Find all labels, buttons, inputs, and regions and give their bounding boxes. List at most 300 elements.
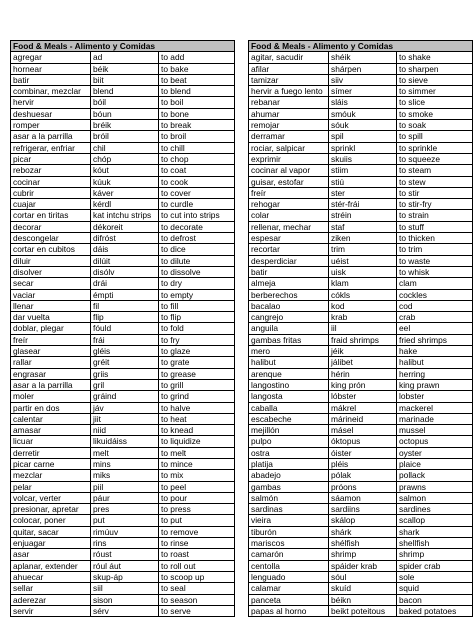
pronunciation-cell: uéist [329,255,397,266]
table-row [11,357,235,368]
english-cell: to heat [159,413,235,424]
pronunciation-cell: jáv [91,402,159,413]
pronunciation-cell: put [91,515,159,526]
spanish-cell: secar [11,278,91,289]
pronunciation-cell: frái [91,334,159,345]
pronunciation-cell: ster [329,187,397,198]
spanish-cell: servir [11,605,91,616]
table-row [11,481,235,492]
spanish-cell: cocinar al vapor [249,165,329,176]
spanish-cell: rallar [11,357,91,368]
spanish-cell: freír [249,187,329,198]
spanish-cell: derretir [11,447,91,458]
pronunciation-cell: disólv [91,266,159,277]
pronunciation-cell: gráind [91,391,159,402]
table-row [249,481,473,492]
english-cell: shellfish [397,538,473,549]
table-row [249,300,473,311]
english-cell: to shake [397,52,473,63]
spanish-cell: afilar [249,63,329,74]
table-row [11,605,235,616]
pronunciation-cell: shárpen [329,63,397,74]
table-row [11,391,235,402]
table-row [249,334,473,345]
english-cell: to stir [397,187,473,198]
table-row [11,560,235,571]
spanish-cell: halibut [249,357,329,368]
table-row [11,323,235,334]
spanish-cell: calamar [249,583,329,594]
english-cell: to empty [159,289,235,300]
pronunciation-cell: émpti [91,289,159,300]
pronunciation-cell: skuiis [329,153,397,164]
table-row [249,560,473,571]
pronunciation-cell: fóuld [91,323,159,334]
spanish-cell: langostino [249,379,329,390]
table-row [249,538,473,549]
english-cell: baked potatoes [397,605,473,616]
pronunciation-cell: kóut [91,165,159,176]
english-cell: to grill [159,379,235,390]
english-cell: to smoke [397,108,473,119]
english-cell: to boil [159,97,235,108]
english-cell: to press [159,504,235,515]
pronunciation-cell: kúuk [91,176,159,187]
english-cell: to liquidize [159,436,235,447]
english-cell: to squeeze [397,153,473,164]
pronunciation-cell: óktopus [329,436,397,447]
pronunciation-cell: dilúit [91,255,159,266]
pronunciation-cell: sison [91,594,159,605]
pronunciation-cell: sáamon [329,492,397,503]
pronunciation-cell: biit [91,74,159,85]
english-cell: shrimp [397,549,473,560]
table-row [249,244,473,255]
english-cell: to mince [159,458,235,469]
spanish-cell: diluir [11,255,91,266]
table-row [249,52,473,63]
table-row [249,312,473,323]
pronunciation-cell: próons [329,481,397,492]
english-cell: to grind [159,391,235,402]
spanish-cell: papas al horno [249,605,329,616]
table-row [249,368,473,379]
table-row [11,526,235,537]
english-cell: to decorate [159,221,235,232]
table-row [249,391,473,402]
spanish-cell: desperdiciar [249,255,329,266]
table-row [11,368,235,379]
table-row [249,199,473,210]
spanish-cell: abadejo [249,470,329,481]
table-row [11,233,235,244]
spanish-cell: tiburón [249,526,329,537]
english-cell: to glaze [159,346,235,357]
vocab-table-right [248,40,473,617]
pronunciation-cell: sardiins [329,504,397,515]
english-cell: halibut [397,357,473,368]
table-row [249,515,473,526]
table-row [11,300,235,311]
pronunciation-cell: bóil [91,97,159,108]
english-cell: to serve [159,605,235,616]
spanish-cell: vaciar [11,289,91,300]
pronunciation-cell: beikt poteitous [329,605,397,616]
pronunciation-cell: sérv [91,605,159,616]
table-header-title: Food & Meals - Alimento y Comidas [11,41,235,52]
pronunciation-cell: melt [91,447,159,458]
english-cell: to waste [397,255,473,266]
table-row [11,425,235,436]
spanish-cell: panceta [249,594,329,605]
spanish-cell: escabeche [249,413,329,424]
english-cell: pollack [397,470,473,481]
spanish-cell: gambas [249,481,329,492]
pronunciation-cell: pres [91,504,159,515]
pronunciation-cell: róust [91,549,159,560]
table-row [11,74,235,85]
spanish-cell: cocinar [11,176,91,187]
table-row [11,244,235,255]
english-cell: cockles [397,289,473,300]
table-row [249,504,473,515]
pronunciation-cell: piil [91,481,159,492]
spanish-cell: decorar [11,221,91,232]
spanish-cell: derramar [249,131,329,142]
english-cell: to steam [397,165,473,176]
spanish-cell: berberechos [249,289,329,300]
pronunciation-cell: jálibet [329,357,397,368]
pronunciation-cell: miks [91,470,159,481]
english-cell: octopus [397,436,473,447]
pronunciation-cell: cókls [329,289,397,300]
spanish-cell: ahumar [249,108,329,119]
pronunciation-cell: stréin [329,210,397,221]
table-row [249,492,473,503]
spanish-cell: agitar, sacudir [249,52,329,63]
table-row [249,447,473,458]
spanish-cell: cangrejo [249,312,329,323]
table-row [249,108,473,119]
pronunciation-cell: mins [91,458,159,469]
table-row [11,538,235,549]
spanish-cell: colocar, poner [11,515,91,526]
table-row [249,266,473,277]
spanish-cell: aderezar [11,594,91,605]
english-cell: to bone [159,108,235,119]
spanish-cell: rebozar [11,165,91,176]
english-cell: to grease [159,368,235,379]
table-row [249,142,473,153]
spanish-cell: picar [11,153,91,164]
table-row [249,165,473,176]
pronunciation-cell: klam [329,278,397,289]
table-row [249,63,473,74]
english-cell: crab [397,312,473,323]
pronunciation-cell: dékoreit [91,221,159,232]
english-cell: to flip [159,312,235,323]
table-row [11,210,235,221]
table-row [11,379,235,390]
english-cell: to fry [159,334,235,345]
english-cell: to peel [159,481,235,492]
table-row [249,210,473,221]
table-row [11,266,235,277]
english-cell: mussel [397,425,473,436]
english-cell: to defrost [159,233,235,244]
pronunciation-cell: spáider krab [329,560,397,571]
table-row [11,176,235,187]
spanish-cell: exprimir [249,153,329,164]
english-cell: plaice [397,458,473,469]
pronunciation-cell: blend [91,86,159,97]
english-cell: to scoop up [159,571,235,582]
spanish-cell: freír [11,334,91,345]
english-cell: to melt [159,447,235,458]
spanish-cell: colar [249,210,329,221]
spanish-cell: vieira [249,515,329,526]
spanish-cell: batir [11,74,91,85]
table-row [11,97,235,108]
table-header-title: Food & Meals - Alimento y Comidas [249,41,473,52]
english-cell: to blend [159,86,235,97]
pronunciation-cell: béikn [329,594,397,605]
table-row [249,549,473,560]
english-cell: to add [159,52,235,63]
spanish-cell: mero [249,346,329,357]
table-row [249,379,473,390]
english-cell: to cover [159,187,235,198]
spanish-cell: almeja [249,278,329,289]
english-cell: hake [397,346,473,357]
english-cell: to spill [397,131,473,142]
english-cell: to fill [159,300,235,311]
english-cell: to whisk [397,266,473,277]
table-row [11,165,235,176]
table-row [249,74,473,85]
table-row [249,255,473,266]
english-cell: marinade [397,413,473,424]
table-row [249,605,473,616]
english-cell: squid [397,583,473,594]
table-row [249,221,473,232]
english-cell: to halve [159,402,235,413]
english-cell: shark [397,526,473,537]
table-row [11,402,235,413]
pronunciation-cell: símer [329,86,397,97]
pronunciation-cell: pléis [329,458,397,469]
table-row [11,131,235,142]
spanish-cell: rehogar [249,199,329,210]
pronunciation-cell: stér-frái [329,199,397,210]
spanish-cell: agregar [11,52,91,63]
english-cell: salmon [397,492,473,503]
table-row [11,492,235,503]
spanish-cell: asar a la parrilla [11,131,91,142]
spanish-cell: mezclar [11,470,91,481]
spanish-cell: salmón [249,492,329,503]
english-cell: to put [159,515,235,526]
english-cell: to seal [159,583,235,594]
pronunciation-cell: griis [91,368,159,379]
pronunciation-cell: fil [91,300,159,311]
spanish-cell: picar carne [11,458,91,469]
spanish-cell: batir [249,266,329,277]
spanish-cell: llenar [11,300,91,311]
english-cell: scallop [397,515,473,526]
pronunciation-cell: bróil [91,131,159,142]
english-cell: to coat [159,165,235,176]
pronunciation-cell: shárk [329,526,397,537]
table-row [11,278,235,289]
pronunciation-cell: niid [91,425,159,436]
table-row [249,425,473,436]
spanish-cell: moler [11,391,91,402]
spanish-cell: tamizar [249,74,329,85]
table-row [11,334,235,345]
table-row [11,470,235,481]
pronunciation-cell: sprinkl [329,142,397,153]
pronunciation-cell: kod [329,300,397,311]
english-cell: lobster [397,391,473,402]
spanish-cell: calentar [11,413,91,424]
english-cell: herring [397,368,473,379]
pronunciation-cell: likuidáiss [91,436,159,447]
spanish-cell: hornear [11,63,91,74]
pronunciation-cell: rimúuv [91,526,159,537]
table-row [11,289,235,300]
table-row [249,187,473,198]
english-cell: to rinse [159,538,235,549]
table-row [11,108,235,119]
table-row [249,323,473,334]
spanish-cell: sellar [11,583,91,594]
table-row [11,458,235,469]
english-cell: mackerel [397,402,473,413]
table-row [11,346,235,357]
pronunciation-cell: iil [329,323,397,334]
spanish-cell: ahuecar [11,571,91,582]
table-row [11,187,235,198]
pronunciation-cell: skuíd [329,583,397,594]
table-row [11,199,235,210]
spanish-cell: romper [11,120,91,131]
table-header-row [11,41,235,52]
spanish-cell: glasear [11,346,91,357]
pronunciation-cell: stiú [329,176,397,187]
english-cell: to dry [159,278,235,289]
spanish-cell: quitar, sacar [11,526,91,537]
pronunciation-cell: stiim [329,165,397,176]
table-row [11,447,235,458]
spanish-cell: presionar, apretar [11,504,91,515]
table-row [249,233,473,244]
table-row [11,120,235,131]
english-cell: to dissolve [159,266,235,277]
english-cell: clam [397,278,473,289]
spanish-cell: deshuesar [11,108,91,119]
pronunciation-cell: lóbster [329,391,397,402]
english-cell: to knead [159,425,235,436]
table-row [11,221,235,232]
table-row [249,458,473,469]
table-row [249,436,473,447]
english-cell: to grate [159,357,235,368]
pronunciation-cell: shéik [329,52,397,63]
pronunciation-cell: krab [329,312,397,323]
table-row [249,413,473,424]
english-cell: to sieve [397,74,473,85]
vocab-table-body [249,52,473,617]
spanish-cell: asar a la parrilla [11,379,91,390]
pronunciation-cell: márineid [329,413,397,424]
english-cell: to stew [397,176,473,187]
english-cell: to slice [397,97,473,108]
spanish-cell: dar vuelta [11,312,91,323]
english-cell: to chop [159,153,235,164]
pronunciation-cell: siil [91,583,159,594]
spanish-cell: cortar en tiritas [11,210,91,221]
spanish-cell: gambas fritas [249,334,329,345]
table-row [249,571,473,582]
table-row [249,97,473,108]
english-cell: to roll out [159,560,235,571]
spanish-cell: rociar, salpicar [249,142,329,153]
spanish-cell: centolla [249,560,329,571]
vocab-table-body [11,52,235,617]
pronunciation-cell: gril [91,379,159,390]
pronunciation-cell: sláis [329,97,397,108]
spanish-cell: mariscos [249,538,329,549]
spanish-cell: refrigerar, enfriar [11,142,91,153]
spanish-cell: aplanar, extender [11,560,91,571]
english-cell: to stir-fry [397,199,473,210]
table-row [11,436,235,447]
pronunciation-cell: spil [329,131,397,142]
table-row [249,346,473,357]
english-cell: to pour [159,492,235,503]
english-cell: to strain [397,210,473,221]
english-cell: eel [397,323,473,334]
pronunciation-cell: shélfish [329,538,397,549]
pronunciation-cell: uisk [329,266,397,277]
pronunciation-cell: jiit [91,413,159,424]
spanish-cell: ostra [249,447,329,458]
table-row [11,86,235,97]
pronunciation-cell: skálop [329,515,397,526]
table-row [11,594,235,605]
pronunciation-cell: hérin [329,368,397,379]
spanish-cell: partir en dos [11,402,91,413]
english-cell: to dice [159,244,235,255]
pronunciation-cell: dáis [91,244,159,255]
spanish-cell: cortar en cubitos [11,244,91,255]
pronunciation-cell: skup-áp [91,571,159,582]
english-cell: to dilute [159,255,235,266]
pronunciation-cell: bréik [91,120,159,131]
table-row [249,278,473,289]
english-cell: to trim [397,244,473,255]
pronunciation-cell: mákrel [329,402,397,413]
spanish-cell: bacalao [249,300,329,311]
english-cell: to sharpen [397,63,473,74]
table-row [11,255,235,266]
english-cell: to cook [159,176,235,187]
spanish-cell: enjuagar [11,538,91,549]
spanish-cell: pulpo [249,436,329,447]
spanish-cell: cuajar [11,199,91,210]
pronunciation-cell: róul áut [91,560,159,571]
